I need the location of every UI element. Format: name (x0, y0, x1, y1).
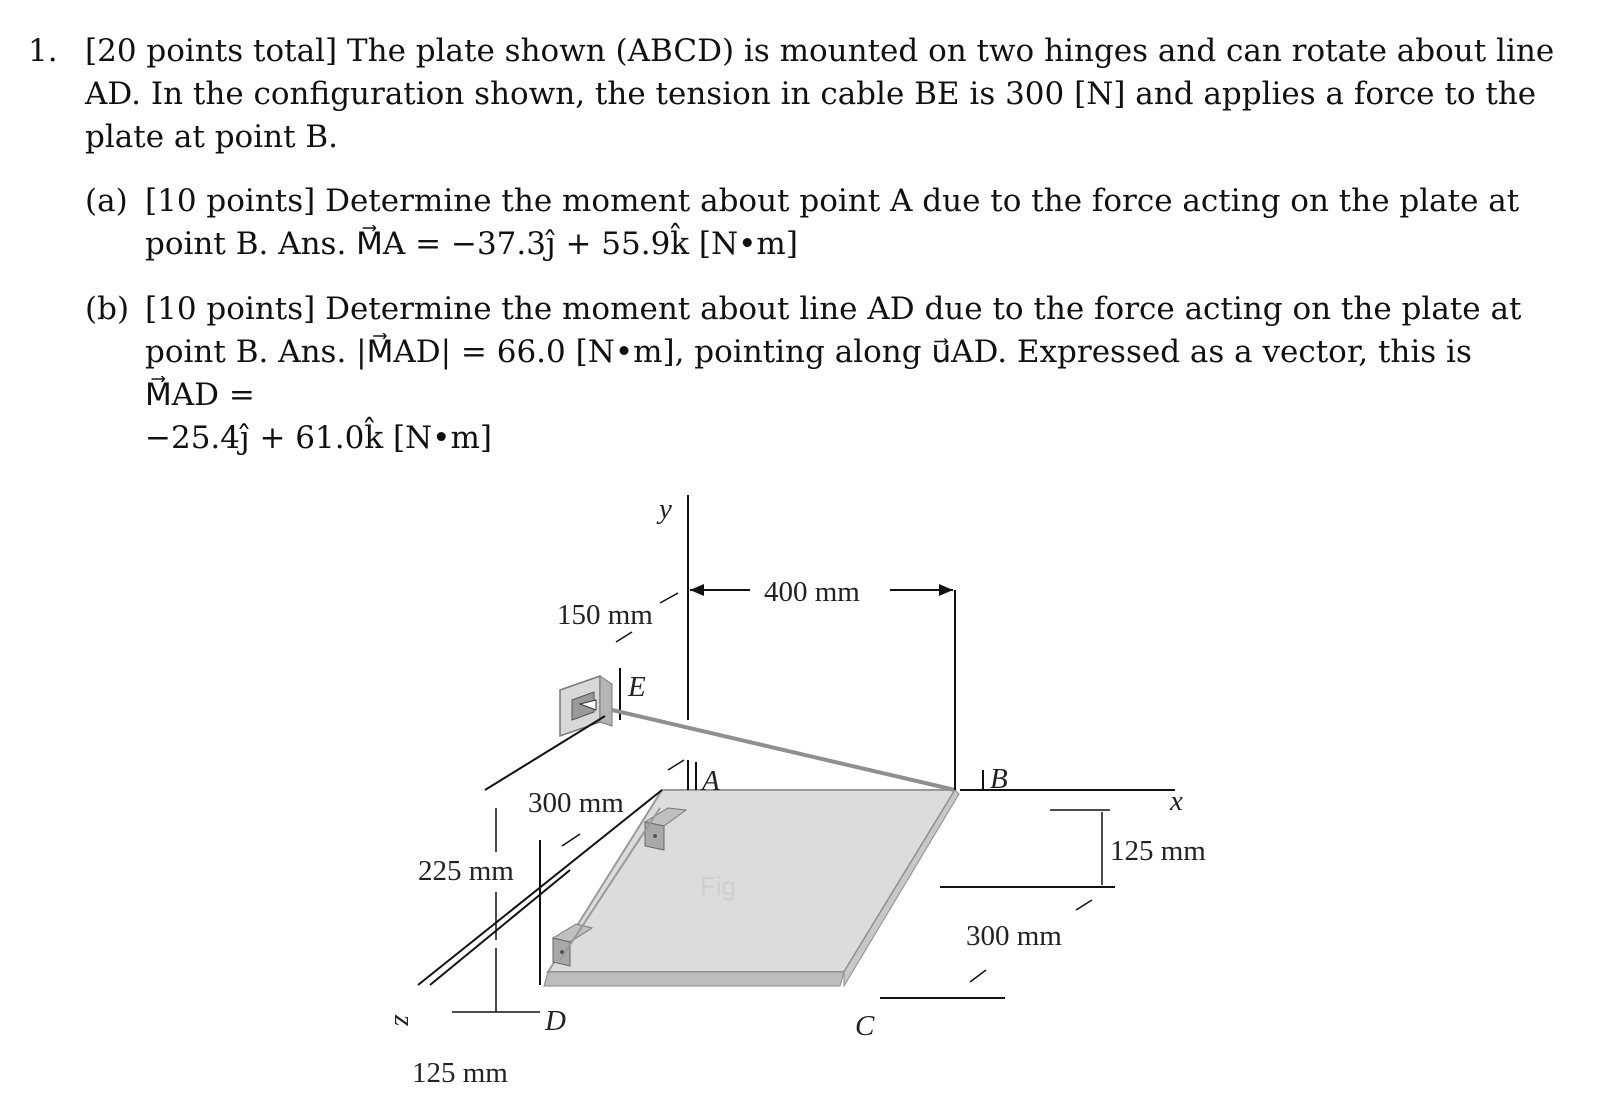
part-a-label: (a) (85, 183, 128, 219)
axis-x-label: x (1170, 785, 1183, 817)
stem-line-1: [20 points total] The plate shown (ABCD) is mounted on two hinges and can rotate about line (85, 33, 1555, 69)
dim-300-right-arrow-2 (970, 970, 986, 982)
point-b-label: B (990, 763, 1008, 795)
z-parallel-line (430, 870, 570, 985)
axis-y-label: y (659, 493, 672, 525)
part-b-answer-line-1: point B. Ans. |M⃗AD| = 66.0 [N•m], pointing along u⃗AD. Expressed as a vector, this is M⃗AD = (145, 334, 1472, 413)
wall-base-line (485, 716, 605, 790)
figure-watermark: Fig (700, 871, 737, 901)
dim-150-label: 150 mm (557, 599, 653, 631)
part-b-label: (b) (85, 291, 130, 327)
dim-300-right-arrow-1 (1076, 900, 1092, 910)
cable-be (612, 710, 955, 790)
point-a-label: A (702, 765, 720, 797)
stem-line-2: AD. In the configuration shown, the tension in cable BE is 300 [N] and applies a force to the (85, 76, 1537, 112)
part-b-answer-line-2: −25.4ĵ + 61.0k̂ [N•m] (145, 420, 492, 456)
dim-150-arrow-line (660, 593, 678, 603)
dim-125-right-label: 125 mm (1110, 835, 1206, 867)
dim-150-arrow-line-2 (616, 632, 632, 642)
part-a-line-1: [10 points] Determine the moment about point A due to the force acting on the plate at (145, 183, 1520, 219)
dim-300-right-label: 300 mm (966, 920, 1062, 952)
dim-125-left-label: 125 mm (412, 1057, 508, 1089)
dim-400-label: 400 mm (764, 576, 860, 608)
dim-300-top-arrow-2 (562, 834, 580, 846)
axis-z-label: z (388, 1015, 420, 1027)
part-b-line-1: [10 points] Determine the moment about line AD due to the force acting on the plate at (145, 291, 1522, 327)
dim-400-arrow-left (690, 584, 704, 596)
dim-300-top-label: 300 mm (528, 787, 624, 819)
problem-number: 1. (28, 33, 58, 69)
part-a-answer: point B. Ans. M⃗A = −37.3ĵ + 55.9k̂ [N•m] (145, 226, 798, 262)
dim-400-arrow-right (939, 584, 953, 596)
point-c-label: C (855, 1010, 875, 1042)
point-e-label: E (628, 671, 646, 703)
dim-300-top-arrow-1 (668, 760, 684, 770)
stem-line-3: plate at point B. (85, 119, 339, 155)
point-d-label: D (545, 1005, 566, 1037)
dim-225-label: 225 mm (418, 855, 514, 887)
plate-edge (544, 972, 844, 986)
